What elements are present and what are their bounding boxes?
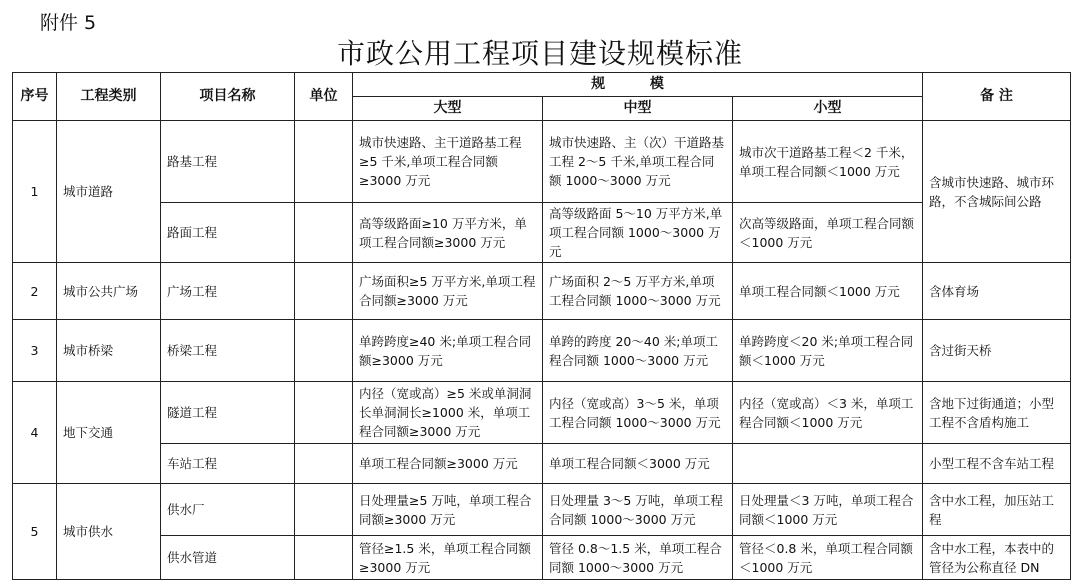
cell-medium: 内径（宽或高）3～5 米，单项工程合同额 1000～3000 万元 [543, 382, 733, 444]
cell-small: 单项工程合同额＜1000 万元 [733, 263, 923, 320]
cell-project: 路面工程 [161, 203, 295, 263]
cell-small [733, 444, 923, 484]
cell-category: 城市桥梁 [57, 320, 161, 382]
attachment-label: 附件 5 [40, 12, 97, 34]
cell-project: 隧道工程 [161, 382, 295, 444]
cell-remark: 含体育场 [923, 263, 1071, 320]
cell-medium: 广场面积 2～5 万平方米,单项工程合同额 1000～3000 万元 [543, 263, 733, 320]
cell-medium: 管径 0.8～1.5 米，单项工程合同额 1000～3000 万元 [543, 536, 733, 580]
cell-seq: 3 [13, 320, 57, 382]
cell-large: 单项工程合同额≥3000 万元 [353, 444, 543, 484]
header-unit: 单位 [295, 73, 353, 121]
table-row [13, 121, 1071, 203]
cell-large: 内径（宽或高）≥5 米或单洞洞长单洞洞长≥1000 米，单项工程合同额≥3000 万元 [353, 382, 543, 444]
cell-seq: 5 [13, 484, 57, 580]
cell-medium: 单项工程合同额＜3000 万元 [543, 444, 733, 484]
cell-medium: 城市快速路、主（次）干道路基工程 2～5 千米,单项工程合同额 1000～3000 万元 [543, 121, 733, 203]
cell-unit [295, 444, 353, 484]
cell-category: 城市供水 [57, 484, 161, 580]
cell-medium: 高等级路面 5～10 万平方米,单项工程合同额 1000～3000 万元 [543, 203, 733, 263]
cell-small: 次高等级路面，单项工程合同额＜1000 万元 [733, 203, 923, 263]
table-row [13, 382, 1071, 444]
cell-project: 路基工程 [161, 121, 295, 203]
cell-unit [295, 382, 353, 444]
cell-project: 车站工程 [161, 444, 295, 484]
cell-seq: 2 [13, 263, 57, 320]
header-category: 工程类别 [57, 73, 161, 121]
header-remark: 备 注 [923, 73, 1071, 121]
cell-remark: 含过街天桥 [923, 320, 1071, 382]
table-row [13, 484, 1071, 536]
cell-project: 桥梁工程 [161, 320, 295, 382]
cell-project: 供水厂 [161, 484, 295, 536]
cell-unit [295, 121, 353, 203]
cell-small: 日处理量＜3 万吨，单项工程合同额＜1000 万元 [733, 484, 923, 536]
scale-standard-table [12, 72, 1071, 580]
cell-large: 高等级路面≥10 万平方米，单项工程合同额≥3000 万元 [353, 203, 543, 263]
cell-large: 单跨跨度≥40 米;单项工程合同额≥3000 万元 [353, 320, 543, 382]
cell-large: 城市快速路、主干道路基工程≥5 千米,单项工程合同额≥3000 万元 [353, 121, 543, 203]
table-row [13, 203, 1071, 263]
header-seq: 序号 [13, 73, 57, 121]
cell-seq: 1 [13, 121, 57, 263]
table-row [13, 536, 1071, 580]
header-scale: 规 模 [353, 73, 923, 97]
cell-remark: 含地下过街通道；小型工程不含盾构施工 [923, 382, 1071, 444]
cell-medium: 日处理量 3～5 万吨，单项工程合同额 1000～3000 万元 [543, 484, 733, 536]
cell-small: 管径＜0.8 米，单项工程合同额＜1000 万元 [733, 536, 923, 580]
cell-remark: 含中水工程，加压站工程 [923, 484, 1071, 536]
header-project: 项目名称 [161, 73, 295, 121]
cell-unit [295, 203, 353, 263]
cell-category: 城市公共广场 [57, 263, 161, 320]
cell-unit [295, 320, 353, 382]
page-title: 市政公用工程项目建设规模标准 [336, 37, 743, 70]
cell-large: 日处理量≥5 万吨，单项工程合同额≥3000 万元 [353, 484, 543, 536]
cell-small: 内径（宽或高）＜3 米，单项工程合同额＜1000 万元 [733, 382, 923, 444]
cell-category: 城市道路 [57, 121, 161, 263]
header-small: 小型 [733, 97, 923, 121]
cell-large: 管径≥1.5 米，单项工程合同额≥3000 万元 [353, 536, 543, 580]
cell-remark: 含城市快速路、城市环路，不含城际间公路 [923, 121, 1071, 263]
cell-remark: 含中水工程，本表中的管径为公称直径 DN [923, 536, 1071, 580]
cell-unit [295, 536, 353, 580]
table-row [13, 320, 1071, 382]
header-row [13, 73, 1071, 97]
cell-seq: 4 [13, 382, 57, 484]
cell-unit [295, 263, 353, 320]
cell-small: 单跨跨度＜20 米;单项工程合同额＜1000 万元 [733, 320, 923, 382]
table-row [13, 263, 1071, 320]
cell-large: 广场面积≥5 万平方米,单项工程合同额≥3000 万元 [353, 263, 543, 320]
header-medium: 中型 [543, 97, 733, 121]
cell-project: 供水管道 [161, 536, 295, 580]
cell-remark: 小型工程不含车站工程 [923, 444, 1071, 484]
header-large: 大型 [353, 97, 543, 121]
table-row [13, 444, 1071, 484]
cell-small: 城市次干道路基工程＜2 千米，单项工程合同额＜1000 万元 [733, 121, 923, 203]
cell-project: 广场工程 [161, 263, 295, 320]
cell-medium: 单跨的跨度 20～40 米;单项工程合同额 1000～3000 万元 [543, 320, 733, 382]
cell-category: 地下交通 [57, 382, 161, 484]
cell-unit [295, 484, 353, 536]
